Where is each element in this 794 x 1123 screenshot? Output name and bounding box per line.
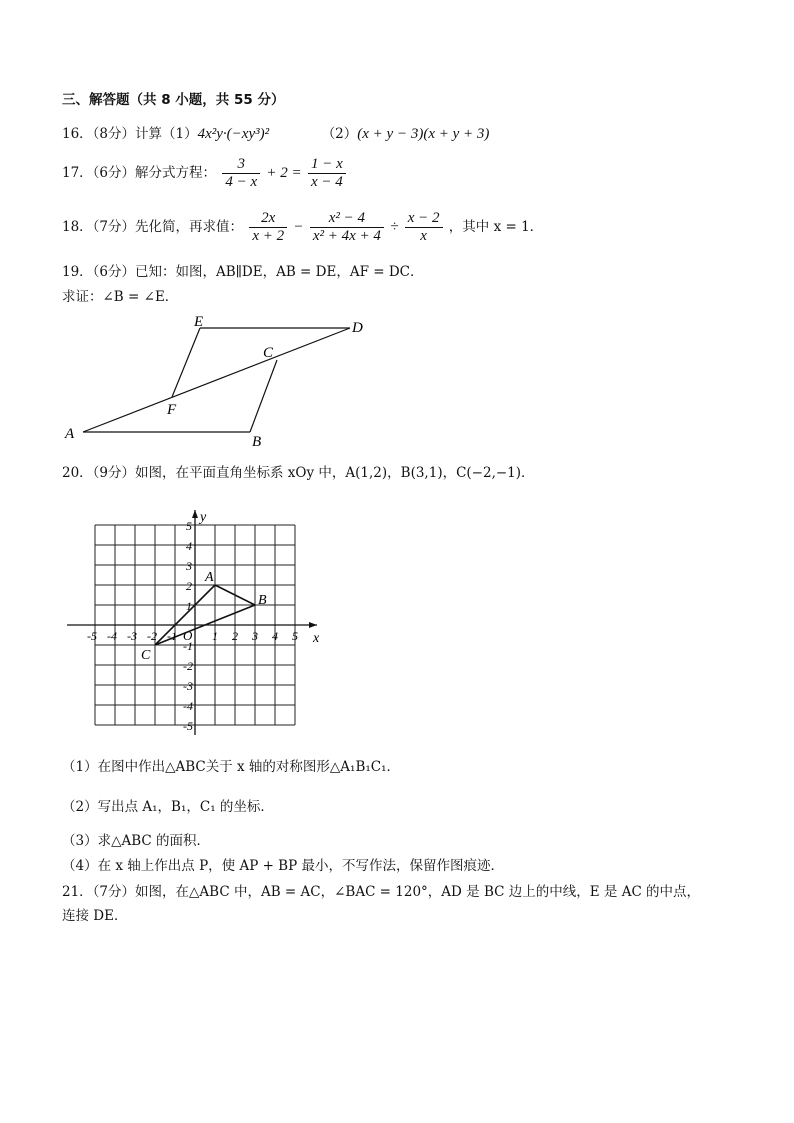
q17-fraction-1: $\frac{3}{4 - x}$	[222, 156, 260, 191]
x-axis-label: x	[313, 631, 320, 646]
point-label-B: B	[258, 593, 267, 608]
origin-label: O	[183, 628, 193, 643]
x-tick-label: -5	[87, 629, 97, 643]
label-A: A	[65, 426, 75, 442]
y-tick-label: 2	[186, 579, 192, 593]
y-tick-label: 4	[186, 539, 192, 553]
q18-fraction-3: $\frac{x - 2}{x}$	[405, 210, 443, 245]
x-tick-label: 2	[232, 629, 238, 643]
q20-sub2: （2）写出点 A₁，B₁，C₁ 的坐标．	[62, 799, 274, 815]
q20-sub4: （4）在 x 轴上作出点 P，使 AP + BP 最小，不写作法，保留作图痕迹．	[62, 858, 504, 874]
segment-bc	[250, 360, 277, 432]
q18-lead: 18．（7分）先化简，再求值：	[62, 219, 244, 235]
label-F: F	[167, 402, 177, 418]
q18-divide: ÷	[390, 219, 399, 235]
question-21-line1: 21．（7分）如图，在△ABC 中，AB = AC，∠BAC = 120°，AD 是 BC 边上的中线，E 是 AC 的中点，	[62, 884, 701, 900]
x-tick-label: -1	[167, 629, 177, 643]
label-C: C	[263, 345, 274, 361]
question-18	[62, 210, 543, 245]
y-axis-label: y	[200, 510, 207, 525]
x-axis-arrow-icon	[309, 622, 317, 628]
y-axis-arrow-icon	[192, 510, 198, 518]
q20-sub3: （3）求△ABC 的面积．	[62, 833, 211, 849]
x-tick-label: 1	[212, 629, 218, 643]
x-tick-label: -3	[127, 629, 137, 643]
x-tick-label: 5	[292, 629, 298, 643]
q16-expr-2: (x + y − 3)(x + y + 3)	[357, 126, 490, 142]
question-21-line2: 连接 DE．	[62, 908, 128, 924]
y-tick-label: -4	[183, 699, 193, 713]
label-D: D	[352, 320, 363, 336]
y-tick-label: -3	[183, 679, 193, 693]
y-tick-label: -5	[183, 719, 193, 733]
question-16	[62, 124, 489, 144]
y-tick-label: -2	[183, 659, 193, 673]
label-B: B	[252, 434, 262, 450]
q18-minus: −	[293, 219, 304, 235]
q17-fraction-2: $\frac{1 - x}{x - 4}$	[308, 156, 346, 191]
section-title: 三、解答题（共 8 小题，共 55 分）	[62, 92, 285, 108]
parallelogram-figure	[60, 310, 380, 455]
q16-expr-1: 4x²y·(−xy³)²	[197, 126, 270, 142]
q16-part2-label: （2）	[321, 126, 358, 142]
q18-fraction-2: $\frac{\text{x² − 4}}{\text{x² + 4x + 4}}$	[310, 210, 384, 245]
x-tick-label: -2	[147, 629, 157, 643]
segment-ef	[172, 328, 200, 397]
y-tick-label: -1	[183, 639, 193, 653]
x-tick-label: 4	[272, 629, 278, 643]
x-tick-label: -4	[107, 629, 117, 643]
segment-ad	[83, 328, 350, 432]
q17-lead: 17．（6分）解分式方程：	[62, 165, 217, 181]
q18-tail: ，其中 x = 1．	[448, 219, 544, 235]
point-label-A: A	[205, 570, 214, 585]
question-17	[62, 156, 348, 191]
label-E: E	[194, 314, 204, 330]
q16-lead: 16．（8分）计算（1）	[62, 126, 198, 142]
q18-fraction-1: $\frac{2x}{x + 2}$	[249, 210, 287, 245]
point-label-C: C	[141, 648, 151, 663]
question-20: 20．（9分）如图，在平面直角坐标系 xOy 中，A(1,2)，B(3,1)，C(−2,−1)．	[62, 465, 535, 481]
x-tick-label: 3	[252, 629, 258, 643]
coordinate-grid	[60, 495, 340, 740]
question-19-prove: 求证：∠B = ∠E．	[62, 289, 179, 305]
q20-sub1: （1）在图中作出△ABC关于 x 轴的对称图形△A₁B₁C₁．	[62, 759, 401, 775]
q17-plus: + 2 =	[266, 165, 302, 181]
question-19: 19．（6分）已知：如图，AB∥DE，AB = DE，AF = DC．	[62, 264, 424, 280]
y-tick-label: 3	[186, 559, 192, 573]
y-tick-label: 1	[186, 599, 192, 613]
y-tick-label: 5	[186, 519, 192, 533]
